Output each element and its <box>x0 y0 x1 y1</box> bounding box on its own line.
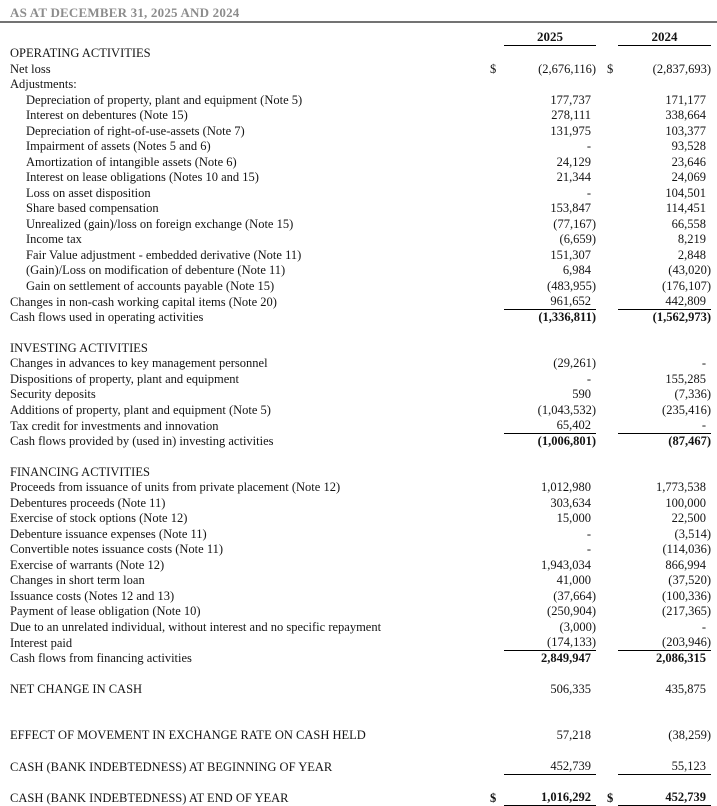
value-2025: (1,006,801) <box>537 433 596 448</box>
table-row <box>10 139 711 155</box>
section-gap <box>10 449 711 465</box>
value-2024: 8,219 <box>677 232 706 247</box>
column-header-2025: 2025 <box>504 28 596 46</box>
value-2024: 442,809 <box>618 294 711 310</box>
table-row <box>10 201 711 217</box>
value-2024: 452,739 <box>618 790 711 806</box>
row-label: Payment of lease obligation (Note 10) <box>10 604 201 619</box>
row-label: Amortization of intangible assets (Note 6) <box>26 154 237 169</box>
value-2024: (87,467) <box>668 433 711 448</box>
row-label: Adjustments: <box>10 77 77 92</box>
table-row <box>10 620 711 636</box>
value-2024: (235,416) <box>662 402 711 417</box>
row-label: Debentures proceeds (Note 11) <box>10 495 166 510</box>
dollar-sign: $ <box>490 791 497 805</box>
value-2024: 103,377 <box>665 123 706 138</box>
table-row <box>10 294 711 310</box>
section-gap <box>10 325 711 341</box>
column-header-2024: 2024 <box>618 28 711 46</box>
value-2024: 23,646 <box>671 154 706 169</box>
row-label: Interest paid <box>10 636 73 650</box>
table-row <box>10 759 711 775</box>
value-2024: (3,514) <box>674 526 711 541</box>
value-2024: 2,086,315 <box>656 650 706 665</box>
section-gap <box>10 697 711 713</box>
row-label: Debenture issuance expenses (Note 11) <box>10 526 207 541</box>
table-row <box>10 728 711 744</box>
dollar-sign: $ <box>607 61 614 76</box>
value-2025: - <box>586 185 591 200</box>
value-2025: (6,659) <box>559 232 596 247</box>
value-2025: 1,012,980 <box>541 480 591 495</box>
section-gap <box>10 666 711 682</box>
value-2024: (203,946) <box>618 635 711 651</box>
table-row <box>10 62 711 78</box>
value-2025: 65,402 <box>504 418 596 434</box>
subtotal-row <box>10 310 711 326</box>
row-label: Issuance costs (Notes 12 and 13) <box>10 588 175 603</box>
row-label: Exercise of stock options (Note 12) <box>10 511 188 526</box>
total-row <box>10 790 711 806</box>
row-label: Cash flows from financing activities <box>10 650 192 665</box>
row-label: Gain on settlement of accounts payable (Note 15) <box>26 278 275 293</box>
row-label: Changes in short term loan <box>10 573 145 588</box>
value-2025: 590 <box>572 387 591 402</box>
value-2025: (174,133) <box>504 635 596 651</box>
table-row <box>10 279 711 295</box>
row-label: Loss on asset disposition <box>26 185 151 200</box>
value-2025: 1,943,034 <box>541 557 591 572</box>
value-2025: (77,167) <box>553 216 596 231</box>
value-2025: (483,955) <box>547 278 596 293</box>
table-row <box>10 356 711 372</box>
value-2025: (1,043,532) <box>537 402 596 417</box>
table-row <box>10 387 711 403</box>
value-2025: 452,739 <box>504 759 596 775</box>
value-2024: 866,994 <box>665 557 706 572</box>
value-2025: 24,129 <box>556 154 591 169</box>
table-row <box>10 108 711 124</box>
row-label: Dispositions of property, plant and equipment <box>10 371 240 386</box>
value-2025: 21,344 <box>556 170 591 185</box>
value-2024: 1,773,538 <box>656 480 706 495</box>
value-2024: 114,451 <box>665 201 706 216</box>
table-row <box>10 480 711 496</box>
value-2024: (43,020) <box>668 263 711 278</box>
table-row <box>10 124 711 140</box>
table-row <box>10 93 711 109</box>
value-2025: (250,904) <box>547 604 596 619</box>
statement-date-title: AS AT DECEMBER 31, 2025 AND 2024 <box>10 5 240 20</box>
row-label: Cash flows used in operating activities <box>10 309 204 324</box>
value-2024: (38,259) <box>668 728 711 743</box>
row-label: Depreciation of property, plant and equipment (Note 5) <box>26 92 303 107</box>
row-label: (Gain)/Loss on modification of debenture (Note 11) <box>26 263 286 278</box>
value-2024: 435,875 <box>665 681 706 696</box>
table-row <box>10 511 711 527</box>
table-row <box>10 186 711 202</box>
subtotal-row <box>10 434 711 450</box>
row-label: Fair Value adjustment - embedded derivative (Note 11) <box>26 247 302 262</box>
value-2025: 278,111 <box>551 108 591 123</box>
value-2024: 22,500 <box>671 511 706 526</box>
section-gap <box>10 775 711 791</box>
value-2025: - <box>586 542 591 557</box>
row-label: Cash flows provided by (used in) investing activities <box>10 433 274 448</box>
table-row <box>10 635 711 651</box>
value-2024: 24,069 <box>671 170 706 185</box>
section-gap <box>10 713 711 729</box>
row-label: Impairment of assets (Notes 5 and 6) <box>26 139 211 154</box>
value-2025: (3,000) <box>559 619 596 634</box>
row-label: Interest on debentures (Note 15) <box>26 108 188 123</box>
value-2024: (37,520) <box>668 573 711 588</box>
table-row <box>10 558 711 574</box>
table-row <box>10 232 711 248</box>
table-row <box>10 542 711 558</box>
row-label: Security deposits <box>10 387 96 402</box>
value-2024: 93,528 <box>671 139 706 154</box>
value-2024: 338,664 <box>665 108 706 123</box>
table-row <box>10 403 711 419</box>
row-label: Income tax <box>26 232 82 247</box>
row-label: Share based compensation <box>26 201 159 216</box>
section-header-row <box>10 46 711 62</box>
dollar-sign: $ <box>490 61 497 76</box>
row-label: Interest on lease obligations (Notes 10 and 15) <box>26 170 259 185</box>
row-label: Due to an unrelated individual, without interest and no specific repayment <box>10 619 382 634</box>
value-2024: (1,562,973) <box>652 309 711 324</box>
section-header-row <box>10 341 711 357</box>
value-2024: - <box>701 356 706 371</box>
value-2024: - <box>701 619 706 634</box>
value-2024: 2,848 <box>677 247 706 262</box>
value-2025: 961,652 <box>504 294 596 310</box>
dollar-sign: $ <box>607 791 614 805</box>
value-2025: (2,676,116) <box>538 61 596 76</box>
row-label: Proceeds from issuance of units from private placement (Note 12) <box>10 480 341 495</box>
value-2025: 6,984 <box>562 263 591 278</box>
section-header-row <box>10 465 711 481</box>
value-2024: 66,558 <box>671 216 706 231</box>
row-label: Changes in advances to key management personnel <box>10 356 268 371</box>
table-row <box>10 248 711 264</box>
table-row <box>10 77 711 93</box>
value-2024: (2,837,693) <box>652 61 711 76</box>
row-label: Depreciation of right-of-use-assets (Note 7) <box>26 123 245 138</box>
value-2025: (37,664) <box>553 588 596 603</box>
table-row <box>10 170 711 186</box>
value-2024: 155,285 <box>665 371 706 386</box>
value-2025: 151,307 <box>550 247 591 262</box>
value-2024: (100,336) <box>662 588 711 603</box>
value-2025: 131,975 <box>550 123 591 138</box>
value-2025: 41,000 <box>556 573 591 588</box>
row-label: Changes in non-cash working capital items (Note 20) <box>10 295 277 309</box>
table-row <box>10 496 711 512</box>
value-2025: 15,000 <box>556 511 591 526</box>
table-row <box>10 589 711 605</box>
value-2024: (7,336) <box>674 387 711 402</box>
row-label: EFFECT OF MOVEMENT IN EXCHANGE RATE ON CASH HELD <box>10 728 366 743</box>
value-2024: 100,000 <box>665 495 706 510</box>
value-2025: 57,218 <box>556 728 591 743</box>
table-row <box>10 573 711 589</box>
value-2025: - <box>586 526 591 541</box>
subtotal-row <box>10 651 711 667</box>
value-2025: 303,634 <box>550 495 591 510</box>
table-row <box>10 372 711 388</box>
row-label: Additions of property, plant and equipment (Note 5) <box>10 402 271 417</box>
table-row <box>10 263 711 279</box>
column-header-row <box>10 23 711 46</box>
value-2024: (114,036) <box>662 542 711 557</box>
value-2025: 1,016,292 <box>504 790 596 806</box>
row-label: Convertible notes issuance costs (Note 11) <box>10 542 224 557</box>
section-gap <box>10 744 711 760</box>
net-change-row <box>10 682 711 698</box>
value-2025: 177,737 <box>550 92 591 107</box>
row-label: CASH (BANK INDEBTEDNESS) AT END OF YEAR <box>10 791 289 805</box>
table-row <box>10 155 711 171</box>
section-label: OPERATING ACTIVITIES <box>10 46 151 61</box>
value-2024: (176,107) <box>662 278 711 293</box>
row-label: Net loss <box>10 61 51 76</box>
section-label: FINANCING ACTIVITIES <box>10 464 150 479</box>
value-2025: 153,847 <box>550 201 591 216</box>
value-2025: - <box>586 371 591 386</box>
table-row <box>10 604 711 620</box>
row-label: Unrealized (gain)/loss on foreign exchange (Note 15) <box>26 216 294 231</box>
section-label: INVESTING ACTIVITIES <box>10 340 148 355</box>
value-2024: 171,177 <box>665 92 706 107</box>
table-row <box>10 217 711 233</box>
row-label: CASH (BANK INDEBTEDNESS) AT BEGINNING OF YEAR <box>10 760 333 774</box>
value-2025: (29,261) <box>553 356 596 371</box>
value-2025: (1,336,811) <box>538 309 596 324</box>
value-2024: (217,365) <box>662 604 711 619</box>
value-2024: - <box>618 418 711 434</box>
table-row <box>10 527 711 543</box>
value-2025: 506,335 <box>550 681 591 696</box>
value-2025: 2,849,947 <box>541 650 591 665</box>
row-label: Exercise of warrants (Note 12) <box>10 557 165 572</box>
value-2025: - <box>586 139 591 154</box>
value-2024: 55,123 <box>618 759 711 775</box>
value-2024: 104,501 <box>665 185 706 200</box>
table-row <box>10 418 711 434</box>
row-label: NET CHANGE IN CASH <box>10 681 143 696</box>
row-label: Tax credit for investments and innovation <box>10 419 219 433</box>
